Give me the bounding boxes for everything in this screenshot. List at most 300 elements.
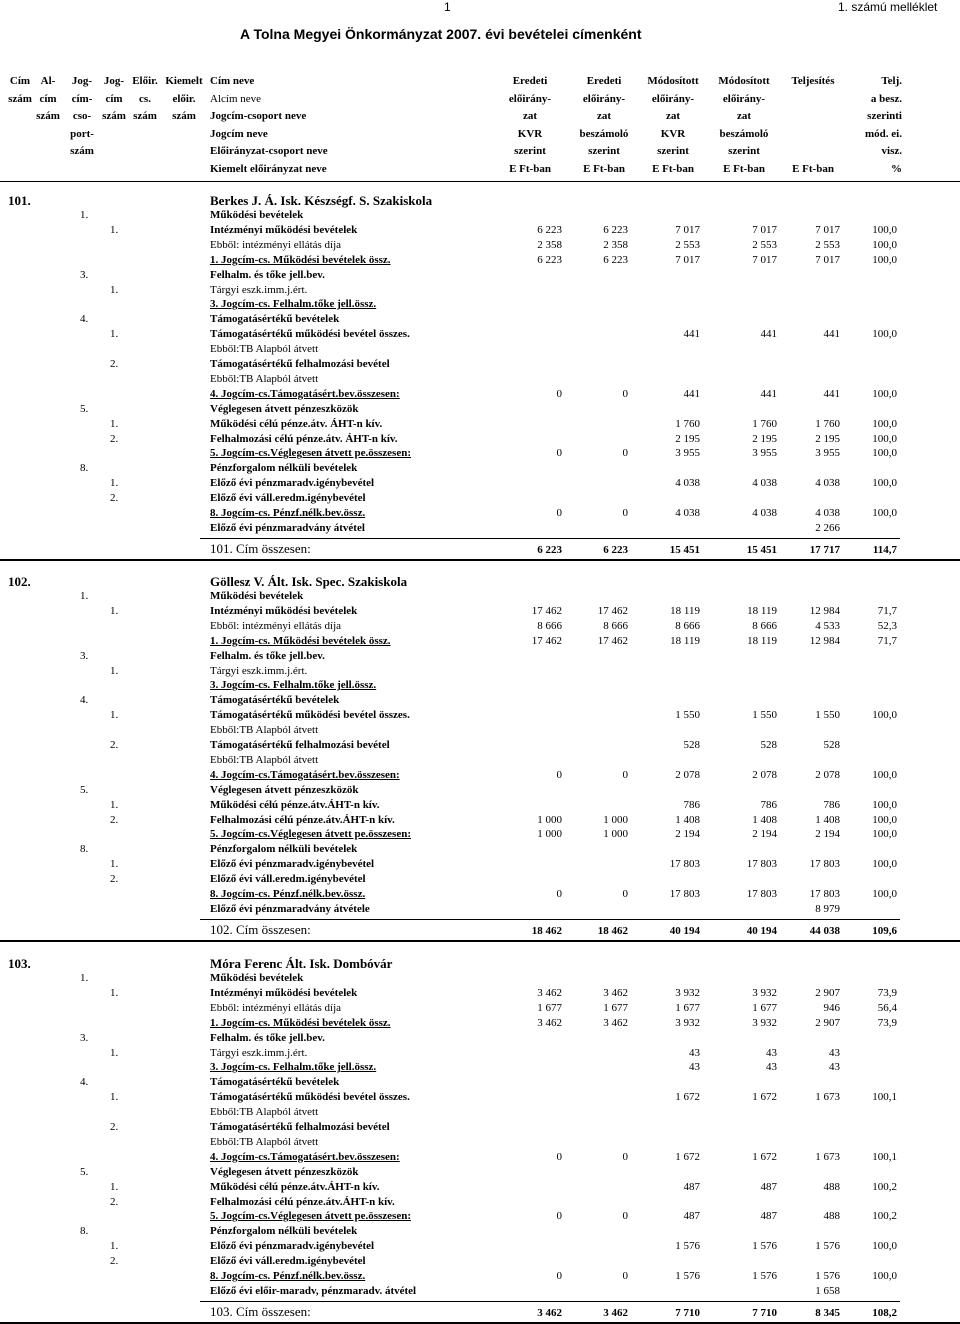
- section-total-value-col-1: 3 462: [537, 1306, 562, 1319]
- row-value-col-1: 8 666: [537, 619, 562, 632]
- row-alcim-number: 4.: [80, 694, 89, 707]
- row-value-col-5: 488: [823, 1210, 840, 1223]
- row-alcim-number: 5.: [80, 1165, 89, 1178]
- row-value-col-3: 18 119: [670, 634, 700, 647]
- row-alcim-number: 5.: [80, 783, 89, 796]
- section-bottom-border: [0, 559, 960, 561]
- row-value-col-6: 100,2: [872, 1210, 897, 1223]
- section-total-value-col-5: 8 345: [815, 1306, 840, 1319]
- row-label: Támogatásértékű felhalmozási bevétel: [210, 739, 390, 751]
- row-value-col-4: 17 803: [746, 858, 777, 871]
- row-alcim-number: 8.: [80, 1225, 89, 1238]
- row-value-col-6: 71,7: [877, 604, 897, 617]
- header-v6-line-5: visz.: [881, 145, 902, 157]
- row-alcim-number: 1.: [80, 972, 89, 984]
- row-value-col-3: 4 038: [675, 477, 700, 490]
- row-value-col-4: 4 038: [752, 477, 777, 490]
- row-jogcim-number: 1.: [110, 328, 119, 341]
- header-name-line-3: Jogcím-csoport neve: [210, 110, 307, 122]
- row-label: Működési célú pénze.átv.ÁHT-n kív.: [210, 1180, 380, 1193]
- header-name-line-1: Cím neve: [210, 75, 255, 87]
- row-value-col-4: 43: [766, 1046, 777, 1059]
- row-value-col-5: 1 576: [815, 1240, 840, 1253]
- row-value-col-6: 100,0: [872, 238, 897, 251]
- header-v6-line-3: szerinti: [867, 110, 902, 122]
- row-value-col-3: 1 408: [675, 813, 700, 826]
- row-label: Előző évi váll.eredm.igénybevétel: [210, 1255, 366, 1268]
- section-total-value-col-2: 3 462: [603, 1306, 628, 1319]
- row-value-col-3: 786: [683, 798, 700, 811]
- row-value-col-5: 4 038: [815, 507, 840, 519]
- row-alcim-number: 8.: [80, 462, 89, 475]
- header-c3-line-5: szám: [70, 145, 94, 157]
- row-label: Támogatásértékű bevételek: [210, 694, 340, 707]
- row-jogcim-number: 1.: [110, 1091, 119, 1104]
- row-value-col-1: 0: [556, 1270, 562, 1282]
- row-jogcim-number: 2.: [110, 1121, 119, 1133]
- row-value-col-5: 2 553: [815, 238, 840, 251]
- row-jogcim-number: 1.: [110, 858, 119, 871]
- row-label: Támogatásértékű működési bevétel összes.: [210, 1091, 410, 1104]
- header-v6-line-6: %: [891, 162, 902, 175]
- row-label: Felhalmozási célú pénze.átv.ÁHT-n kív.: [210, 1195, 395, 1208]
- row-value-col-4: 441: [760, 387, 777, 400]
- header-v2-line-1: Eredeti: [586, 75, 622, 87]
- row-value-col-5: 17 803: [809, 858, 840, 871]
- row-value-col-2: 8 666: [603, 619, 628, 632]
- row-value-col-5: 2 195: [815, 432, 840, 445]
- row-label: Előző évi pénzmaradvány átvétel: [210, 521, 365, 534]
- row-value-col-2: 17 462: [597, 604, 628, 617]
- header-v4-line-2: előirány-: [722, 92, 766, 105]
- row-jogcim-number: 2.: [110, 813, 119, 826]
- row-value-col-1: 0: [556, 507, 562, 519]
- row-value-col-6: 52,3: [877, 619, 897, 632]
- header-v2-line-6: E Ft-ban: [583, 162, 625, 175]
- row-value-col-1: 3 462: [537, 986, 562, 999]
- row-value-col-3: 441: [683, 328, 700, 341]
- row-value-col-2: 3 462: [603, 1016, 628, 1029]
- total-divider: [200, 919, 900, 920]
- row-value-col-4: 17 803: [746, 888, 777, 900]
- row-jogcim-number: 1.: [110, 1046, 119, 1059]
- header-v1-line-2: előirány-: [508, 92, 552, 105]
- header-v6-line-1: Telj.: [881, 75, 902, 87]
- row-value-col-4: 1 760: [752, 417, 777, 430]
- header-v4-line-3: zat: [736, 110, 752, 122]
- header-v4-line-6: E Ft-ban: [723, 162, 765, 175]
- row-value-col-1: 6 223: [537, 253, 562, 266]
- header-name-line-6: Kiemelt előirányzat neve: [210, 162, 327, 175]
- row-jogcim-number: 2.: [110, 873, 119, 886]
- row-label: Véglegesen átvett pénzeszközök: [210, 1165, 359, 1178]
- row-value-col-1: 1 000: [537, 828, 562, 841]
- row-jogcim-number: 1.: [110, 604, 119, 617]
- page-title: A Tolna Megyei Önkormányzat 2007. évi bevételei címenként: [240, 26, 642, 42]
- row-label: Intézményi működési bevételek: [210, 604, 358, 617]
- row-value-col-2: 3 462: [603, 986, 628, 999]
- row-value-col-4: 3 932: [752, 1016, 777, 1029]
- header-c2-line-3: szám: [36, 110, 60, 122]
- row-value-col-2: 2 358: [603, 238, 628, 251]
- row-value-col-6: 100,0: [872, 888, 897, 900]
- row-label: 3. Jogcím-cs. Felhalm.tőke jell.össz.: [210, 298, 377, 311]
- row-value-col-2: 1 000: [603, 813, 628, 826]
- header-name-line-2: Alcím neve: [210, 92, 262, 105]
- header-v2-line-2: előirány-: [582, 92, 626, 105]
- row-alcim-number: 8.: [80, 843, 89, 856]
- header-v3-line-1: Módosított: [647, 75, 699, 87]
- row-label: 8. Jogcím-cs. Pénzf.nélk.bev.össz.: [210, 888, 366, 900]
- row-value-col-6: 100,0: [872, 447, 897, 460]
- row-value-col-3: 7 017: [675, 223, 700, 236]
- row-label: Ebből: intézményi ellátás díja: [210, 619, 342, 632]
- section-total-value-col-4: 7 710: [752, 1306, 777, 1319]
- row-label: Támogatásértékű bevételek: [210, 313, 340, 326]
- section-total-value-col-3: 15 451: [669, 543, 700, 556]
- row-value-col-4: 487: [760, 1210, 777, 1223]
- row-value-col-5: 786: [823, 798, 840, 811]
- row-value-col-6: 73,9: [877, 986, 897, 999]
- row-value-col-2: 0: [622, 507, 628, 519]
- header-c3-line-2: cím-: [71, 92, 93, 105]
- row-label: Előző évi pénzmaradvány átvétele: [210, 902, 370, 915]
- row-value-col-4: 1 576: [752, 1270, 777, 1282]
- row-value-col-5: 2 907: [815, 1016, 840, 1029]
- header-v6-line-4: mód. ei.: [865, 127, 902, 140]
- row-jogcim-number: 2.: [110, 358, 119, 370]
- row-value-col-3: 1 576: [675, 1270, 700, 1282]
- row-value-col-6: 100,0: [872, 507, 897, 519]
- row-value-col-5: 441: [823, 328, 840, 341]
- row-value-col-4: 441: [760, 328, 777, 341]
- header-v2-line-4: beszámoló: [579, 127, 629, 140]
- row-value-col-2: 1 677: [603, 1001, 628, 1014]
- row-value-col-3: 487: [683, 1210, 700, 1223]
- row-label: Véglegesen átvett pénzeszközök: [210, 783, 359, 796]
- section-total-label: 103. Cím összesen:: [210, 1303, 311, 1319]
- header-name-line-5: Előirányzat-csoport neve: [210, 145, 328, 157]
- row-alcim-number: 1.: [80, 209, 89, 221]
- row-value-col-5: 2 194: [815, 828, 840, 841]
- row-value-col-4: 1 576: [752, 1240, 777, 1253]
- row-alcim-number: 1.: [80, 590, 89, 602]
- row-value-col-3: 18 119: [670, 604, 700, 617]
- row-value-col-3: 17 803: [669, 888, 700, 900]
- section-total-value-col-6: 108,2: [872, 1306, 897, 1319]
- row-label: Véglegesen átvett pénzeszközök: [210, 402, 359, 415]
- row-value-col-3: 4 038: [675, 507, 700, 519]
- row-value-col-6: 100,0: [872, 223, 897, 236]
- row-alcim-number: 5.: [80, 402, 89, 415]
- row-label: Pénzforgalom nélküli bevételek: [210, 462, 358, 475]
- row-value-col-3: 43: [689, 1046, 700, 1059]
- row-value-col-4: 1 550: [752, 709, 777, 722]
- row-value-col-3: 2 553: [675, 238, 700, 251]
- header-v1-line-4: KVR: [517, 127, 543, 140]
- row-value-col-6: 100,0: [872, 768, 897, 781]
- row-jogcim-number: 1.: [110, 664, 119, 677]
- row-value-col-2: 0: [622, 1270, 628, 1282]
- section-total-value-col-6: 114,7: [872, 543, 897, 556]
- row-label: Előző évi előir-maradv, pénzmaradv. átvétel: [210, 1284, 417, 1297]
- header-divider: [0, 181, 960, 182]
- row-value-col-1: 3 462: [537, 1016, 562, 1029]
- row-label: 8. Jogcím-cs. Pénzf.nélk.bev.össz.: [210, 507, 366, 519]
- row-jogcim-number: 2.: [110, 492, 119, 505]
- row-value-col-5: 7 017: [815, 223, 840, 236]
- row-value-col-5: 1 408: [815, 813, 840, 826]
- row-value-col-4: 2 194: [752, 828, 777, 841]
- page-number: 1: [444, 0, 451, 14]
- row-label: Tárgyi eszk.imm.j.ért.: [210, 1046, 308, 1059]
- row-value-col-1: 17 462: [531, 634, 562, 647]
- row-value-col-6: 100,1: [872, 1091, 897, 1104]
- header-v2-line-3: zat: [596, 110, 612, 122]
- row-value-col-6: 73,9: [877, 1016, 897, 1029]
- row-label: 8. Jogcím-cs. Pénzf.nélk.bev.össz.: [210, 1270, 366, 1282]
- row-value-col-5: 12 984: [809, 604, 840, 617]
- row-value-col-5: 488: [823, 1180, 840, 1193]
- row-value-col-3: 8 666: [675, 619, 700, 632]
- section-code: 101.: [8, 193, 31, 208]
- row-value-col-1: 2 358: [537, 238, 562, 251]
- section-name: Berkes J. Á. Isk. Készségf. S. Szakiskola: [210, 193, 433, 208]
- row-value-col-4: 8 666: [752, 619, 777, 632]
- row-label: Előző évi pénzmaradv.igénybevétel: [210, 858, 375, 871]
- row-jogcim-number: 2.: [110, 432, 119, 445]
- row-alcim-number: 3.: [80, 649, 89, 662]
- row-label: Támogatásértékű felhalmozási bevétel: [210, 358, 390, 370]
- header-v1-line-3: zat: [522, 110, 538, 122]
- row-value-col-1: 0: [556, 888, 562, 900]
- row-value-col-5: 946: [823, 1001, 840, 1014]
- header-c6-line-1: Kiemelt: [165, 75, 203, 87]
- header-c4-line-2: cím: [105, 92, 123, 105]
- header-v1-line-6: E Ft-ban: [509, 162, 551, 175]
- section-bottom-border: [0, 1322, 960, 1324]
- row-value-col-3: 43: [689, 1061, 700, 1074]
- section-code: 103.: [8, 956, 31, 971]
- row-label: Támogatásértékű bevételek: [210, 1076, 340, 1089]
- row-value-col-6: 100,0: [872, 387, 897, 400]
- row-value-col-4: 487: [760, 1180, 777, 1193]
- row-value-col-5: 7 017: [815, 253, 840, 266]
- row-value-col-4: 43: [766, 1061, 777, 1074]
- row-label: Pénzforgalom nélküli bevételek: [210, 843, 358, 856]
- row-jogcim-number: 2.: [110, 1255, 119, 1268]
- row-label: Felhalm. és tőke jell.bev.: [210, 649, 325, 662]
- header-c3-line-3: cso-: [72, 110, 92, 122]
- row-alcim-number: 4.: [80, 1076, 89, 1089]
- row-value-col-6: 100,1: [872, 1150, 897, 1163]
- header-v3-line-2: előirány-: [651, 92, 695, 105]
- row-value-col-5: 4 533: [815, 619, 840, 632]
- row-value-col-3: 2 078: [675, 768, 700, 781]
- row-jogcim-number: 1.: [110, 223, 119, 236]
- row-label: Ebből:TB Alapból átvett: [210, 1135, 319, 1148]
- row-value-col-5: 1 658: [815, 1284, 840, 1297]
- header-c6-line-3: szám: [172, 110, 196, 122]
- row-value-col-5: 528: [823, 739, 840, 751]
- row-label: Ebből: intézményi ellátás díja: [210, 238, 342, 251]
- row-jogcim-number: 1.: [110, 417, 119, 430]
- row-label: Működési célú pénze.átv. ÁHT-n kív.: [210, 417, 383, 430]
- row-value-col-4: 7 017: [752, 223, 777, 236]
- row-value-col-5: 1 550: [815, 709, 840, 722]
- row-label: 4. Jogcím-cs.Támogatásért.bev.összesen:: [210, 768, 400, 781]
- header-v5-line-1: Teljesítés: [791, 75, 835, 87]
- row-value-col-6: 100,0: [872, 477, 897, 490]
- row-label: Ebből:TB Alapból átvett: [210, 753, 319, 766]
- row-value-col-5: 3 955: [815, 447, 840, 460]
- row-label: Támogatásértékű felhalmozási bevétel: [210, 1121, 390, 1133]
- row-value-col-3: 3 932: [675, 986, 700, 999]
- header-v4-line-4: beszámoló: [719, 127, 769, 140]
- row-value-col-4: 18 119: [747, 634, 777, 647]
- row-value-col-1: 0: [556, 447, 562, 460]
- row-value-col-6: 100,0: [872, 828, 897, 841]
- row-value-col-6: 100,0: [872, 709, 897, 722]
- row-value-col-6: 100,0: [872, 417, 897, 430]
- header-v4-line-5: szerint: [728, 145, 760, 157]
- header-v1-line-1: Eredeti: [512, 75, 548, 87]
- row-value-col-3: 1 550: [675, 709, 700, 722]
- section-total-value-col-2: 6 223: [603, 543, 628, 556]
- row-value-col-2: 0: [622, 387, 628, 400]
- row-label: Felhalm. és tőke jell.bev.: [210, 1031, 325, 1044]
- row-value-col-4: 3 955: [752, 447, 777, 460]
- row-value-col-5: 1 673: [815, 1150, 840, 1163]
- annex-label: 1. számú melléklet: [838, 0, 938, 14]
- row-value-col-4: 1 672: [752, 1150, 777, 1163]
- row-label: 3. Jogcím-cs. Felhalm.tőke jell.össz.: [210, 1061, 377, 1074]
- row-value-col-5: 43: [829, 1061, 840, 1074]
- row-value-col-3: 2 194: [675, 828, 700, 841]
- section-total-label: 101. Cím összesen:: [210, 540, 311, 556]
- row-alcim-number: 3.: [80, 268, 89, 281]
- section-name: Móra Ferenc Ált. Isk. Dombóvár: [210, 956, 393, 971]
- total-divider: [200, 1301, 900, 1302]
- row-value-col-6: 100,0: [872, 432, 897, 445]
- header-c5-line-3: szám: [133, 110, 157, 122]
- section-total-value-col-4: 15 451: [746, 543, 777, 556]
- row-label: Pénzforgalom nélküli bevételek: [210, 1225, 358, 1238]
- section-total-value-col-5: 44 038: [809, 924, 840, 937]
- header-v2-line-5: szerint: [588, 145, 620, 157]
- row-label: Ebből:TB Alapból átvett: [210, 343, 319, 356]
- row-label: Ebből:TB Alapból átvett: [210, 372, 319, 385]
- row-value-col-3: 487: [683, 1180, 700, 1193]
- row-label: Előző évi váll.eredm.igénybevétel: [210, 873, 366, 886]
- section-name: Göllesz V. Ált. Isk. Spec. Szakiskola: [210, 574, 408, 589]
- row-value-col-3: 17 803: [669, 858, 700, 871]
- row-value-col-3: 441: [683, 387, 700, 400]
- header-c3-line-4: port-: [70, 127, 94, 140]
- section-bottom-border: [0, 940, 960, 942]
- row-label: 5. Jogcím-cs.Véglegesen átvett pe.összesen:: [210, 1210, 411, 1223]
- row-jogcim-number: 1.: [110, 1240, 119, 1253]
- row-value-col-4: 3 932: [752, 986, 777, 999]
- row-jogcim-number: 1.: [110, 986, 119, 999]
- row-value-col-5: 1 673: [815, 1091, 840, 1104]
- header-c1-line-2: szám: [8, 92, 32, 105]
- row-value-col-3: 1 576: [675, 1240, 700, 1253]
- row-label: 3. Jogcím-cs. Felhalm.tőke jell.össz.: [210, 679, 377, 692]
- row-value-col-1: 17 462: [531, 604, 562, 617]
- row-label: Intézményi működési bevételek: [210, 986, 358, 999]
- row-value-col-2: 0: [622, 888, 628, 900]
- row-label: 1. Jogcím-cs. Működési bevételek össz.: [210, 1016, 391, 1029]
- row-value-col-5: 12 984: [809, 634, 840, 647]
- row-label: Előző évi pénzmaradv.igénybevétel: [210, 477, 375, 490]
- row-label: 4. Jogcím-cs.Támogatásért.bev.összesen:: [210, 387, 400, 400]
- row-label: 5. Jogcím-cs.Véglegesen átvett pe.összesen:: [210, 447, 411, 460]
- header-v3-line-3: zat: [665, 110, 681, 122]
- row-label: 1. Jogcím-cs. Működési bevételek össz.: [210, 253, 391, 266]
- header-c2-line-1: Al-: [40, 75, 56, 87]
- header-v3-line-4: KVR: [660, 127, 686, 140]
- row-value-col-6: 100,0: [872, 813, 897, 826]
- header-c2-line-2: cím: [39, 92, 57, 105]
- row-value-col-3: 7 017: [675, 253, 700, 266]
- row-label: Ebből:TB Alapból átvett: [210, 724, 319, 737]
- row-value-col-6: 100,0: [872, 858, 897, 871]
- row-value-col-2: 0: [622, 447, 628, 460]
- row-value-col-4: 18 119: [747, 604, 777, 617]
- row-value-col-6: 100,2: [872, 1180, 897, 1193]
- row-value-col-6: 56,4: [877, 1001, 897, 1014]
- row-value-col-2: 6 223: [603, 223, 628, 236]
- header-v3-line-5: szerint: [657, 145, 689, 157]
- row-value-col-6: 100,0: [872, 1240, 897, 1253]
- row-value-col-3: 1 760: [675, 417, 700, 430]
- row-label: Ebből: intézményi ellátás díja: [210, 1001, 342, 1014]
- row-value-col-4: 1 677: [752, 1001, 777, 1014]
- row-value-col-4: 1 408: [752, 813, 777, 826]
- row-value-col-4: 786: [760, 798, 777, 811]
- header-c4-line-1: Jog-: [103, 75, 125, 87]
- header-v6-line-2: a besz.: [870, 92, 902, 105]
- row-value-col-5: 2 907: [815, 986, 840, 999]
- row-value-col-2: 0: [622, 768, 628, 781]
- row-value-col-2: 1 000: [603, 828, 628, 841]
- row-label: 1. Jogcím-cs. Működési bevételek össz.: [210, 634, 391, 647]
- row-value-col-4: 2 078: [752, 768, 777, 781]
- section-total-value-col-3: 7 710: [675, 1306, 700, 1319]
- row-label: 5. Jogcím-cs.Véglegesen átvett pe.összesen:: [210, 828, 411, 841]
- row-value-col-1: 6 223: [537, 223, 562, 236]
- row-value-col-3: 3 955: [675, 447, 700, 460]
- header-v4-line-1: Módosított: [718, 75, 770, 87]
- row-value-col-4: 528: [760, 739, 777, 751]
- row-label: Intézményi működési bevételek: [210, 223, 358, 236]
- row-value-col-3: 528: [683, 739, 700, 751]
- row-value-col-2: 17 462: [597, 634, 628, 647]
- row-label: Működési bevételek: [210, 590, 304, 602]
- row-label: Támogatásértékű működési bevétel összes.: [210, 709, 410, 722]
- header-c4-line-3: szám: [102, 110, 126, 122]
- row-value-col-4: 2 195: [752, 432, 777, 445]
- row-value-col-6: 100,0: [872, 328, 897, 341]
- section-total-value-col-2: 18 462: [597, 924, 628, 937]
- section-total-value-col-6: 109,6: [872, 924, 897, 937]
- row-value-col-6: 100,0: [872, 1270, 897, 1282]
- row-label: Tárgyi eszk.imm.j.ért.: [210, 283, 308, 296]
- header-c3-line-1: Jog-: [71, 75, 93, 87]
- row-alcim-number: 3.: [80, 1031, 89, 1044]
- row-value-col-2: 6 223: [603, 253, 628, 266]
